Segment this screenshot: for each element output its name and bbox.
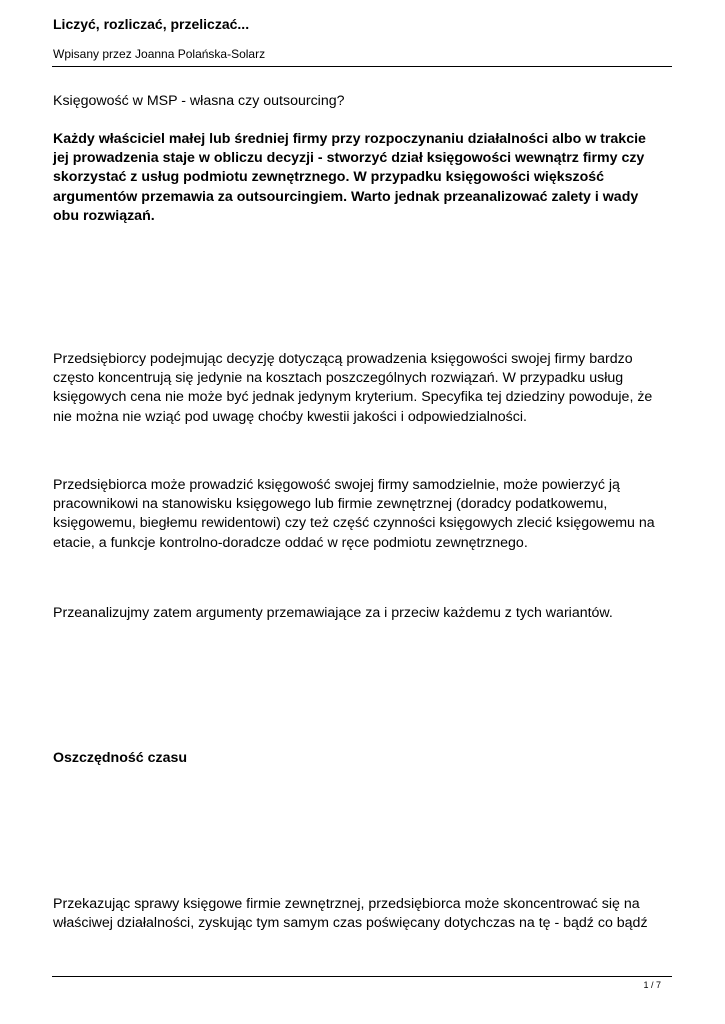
footer-divider [52, 976, 672, 977]
lead-line: Każdy właściciel małej lub średniej firmy przy rozpoczynaniu działalności albo w trakcie [53, 131, 646, 147]
paragraph-line: pracownikowi na stanowisku księgowego lub firmie zewnętrznej (doradcy podatkowemu, [53, 496, 608, 513]
document-author: Wpisany przez Joanna Polańska-Solarz [53, 47, 266, 61]
lead-line: argumentów przemawia za outsourcingiem. Warto jednak przeanalizować zalety i wady [53, 188, 639, 205]
paragraph-line: właściwej działalności, zyskując tym samym czas poświęcany dotychczas na tę - bądź co bądź [53, 915, 648, 932]
paragraph-line: Przedsiębiorca może prowadzić księgowość swojej firmy samodzielnie, może powierzyć ją [53, 477, 620, 493]
paragraph-line: księgowemu, biegłemu rewidentowi) czy też część czynności księgowych zlecić księgowemu na [53, 515, 655, 532]
document-title: Liczyć, rozliczać, przeliczać... [53, 16, 250, 32]
body-paragraph-2 [53, 476, 673, 553]
body-paragraph-3: Przeanalizujmy zatem argumenty przemawiające za i przeciw każdemu z tych wariantów. [53, 605, 613, 621]
lead-paragraph [53, 130, 673, 226]
paragraph-line: księgowych cena nie może być jednak jedynym kryterium. Specyfika tej dziedziny powoduje, że [53, 389, 653, 406]
lead-line: skorzystać z usług podmiotu zewnętrznego. W przypadku księgowości większość [53, 169, 605, 186]
paragraph-line: Przedsiębiorcy podejmując decyzję dotyczącą prowadzenia księgowości swojej firmy bardzo [53, 351, 633, 367]
lead-line: jej prowadzenia staje w obliczu decyzji - stworzyć dział księgowości wewnątrz firmy czy [53, 150, 645, 167]
page-number: 1 / 7 [643, 980, 661, 990]
section-heading: Oszczędność czasu [53, 750, 188, 766]
body-paragraph-1 [53, 350, 673, 427]
body-paragraph-4 [53, 895, 673, 933]
paragraph-line: nie można nie wziąć pod uwagę choćby kwestii jakości i odpowiedzialności. [53, 408, 527, 425]
paragraph-line: etacie, a funkcje kontrolno-doradcze oddać w ręce podmiotu zewnętrznego. [53, 534, 528, 551]
paragraph-line: Przekazując sprawy księgowe firmie zewnętrznej, przedsiębiorca może skoncentrować się na [53, 896, 640, 912]
paragraph-line: często koncentrują się jedynie na kosztach poszczególnych rozwiązań. W przypadku usług [53, 370, 624, 387]
lead-line: obu rozwiązań. [53, 207, 155, 224]
header-divider [52, 66, 672, 67]
intro-question: Księgowość w MSP - własna czy outsourcing? [53, 93, 345, 109]
